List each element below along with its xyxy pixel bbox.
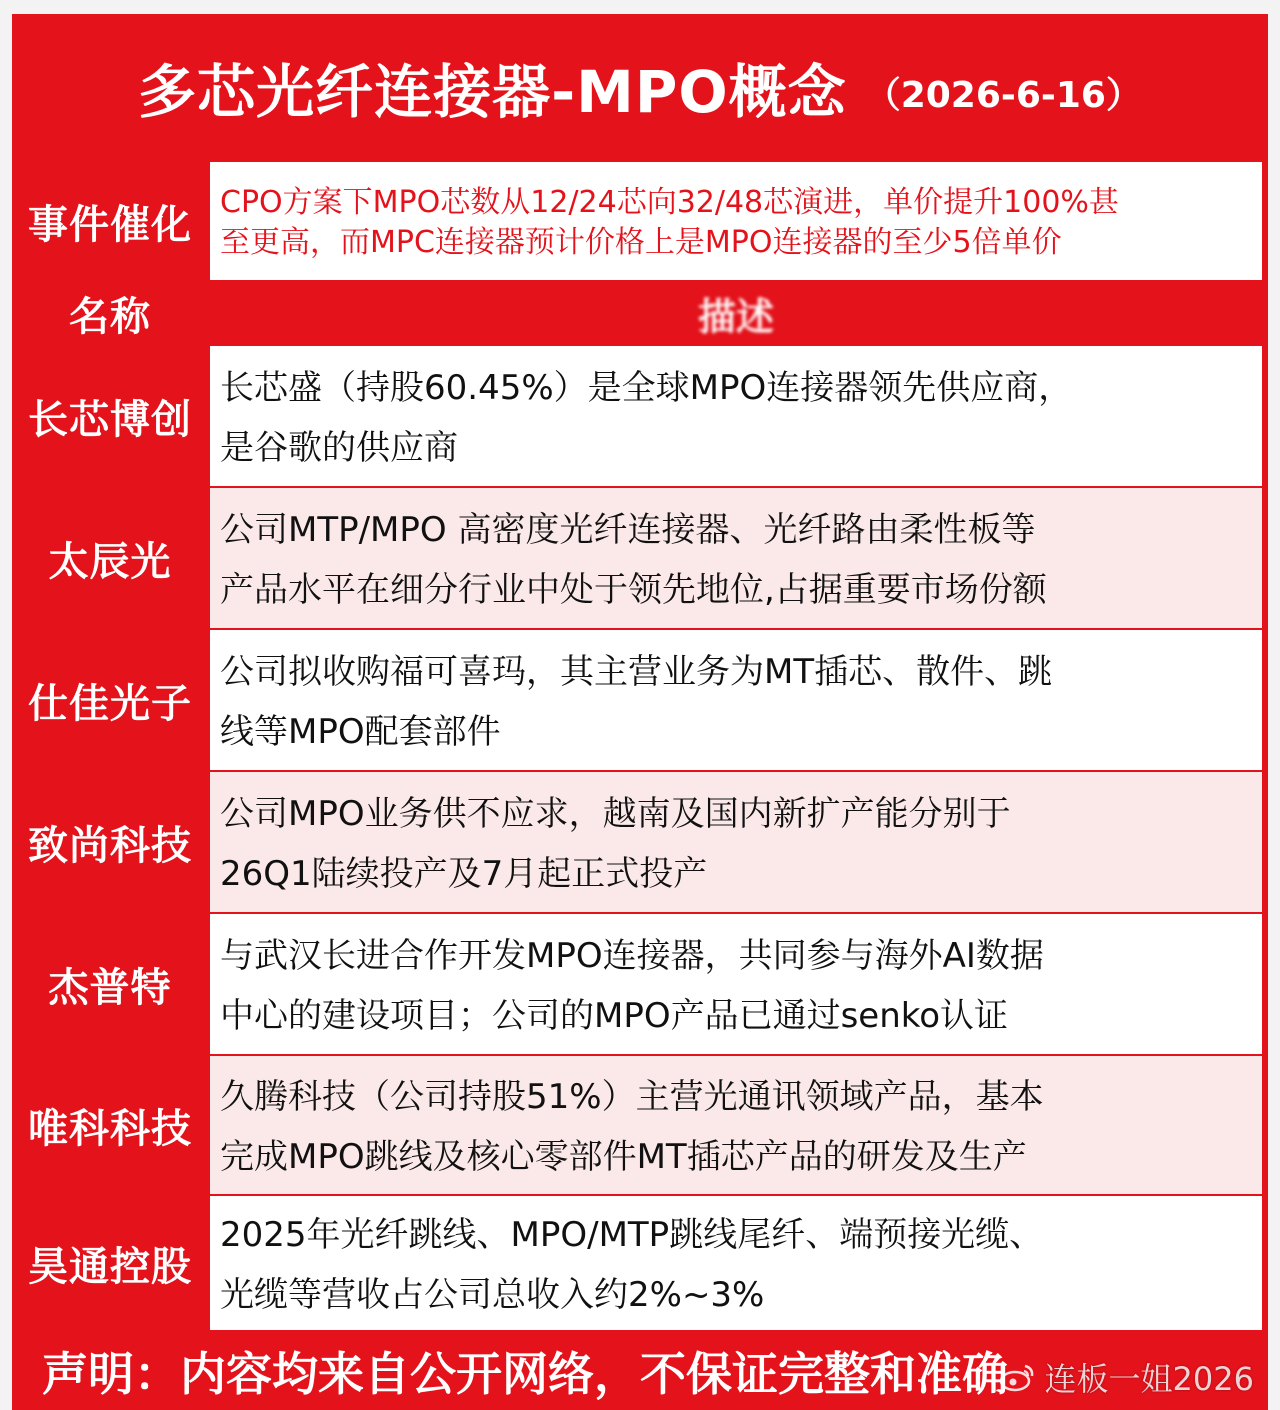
- company-description: [210, 488, 1262, 628]
- description-line: 是谷歌的供应商: [220, 428, 458, 468]
- description-line: 长芯盛（持股60.45%）是全球MPO连接器领先供应商，: [220, 368, 1073, 408]
- company-name: 致尚科技: [28, 822, 192, 869]
- table-row: [12, 630, 1268, 770]
- table-row: [12, 914, 1268, 1054]
- company-name: 长芯博创: [28, 396, 192, 443]
- company-description: [210, 630, 1262, 770]
- company-description: [210, 1056, 1262, 1194]
- description-line: 完成MPO跳线及核心零部件MT插芯产品的研发及生产: [220, 1137, 1027, 1177]
- description-line: 产品水平在细分行业中处于领先地位,占据重要市场份额: [220, 570, 1047, 610]
- company-description: [210, 914, 1262, 1054]
- catalyst-row: [12, 162, 1268, 280]
- company-name: 太辰光: [48, 538, 172, 585]
- catalyst-label: 事件催化: [28, 201, 192, 248]
- description-line: 中心的建设项目；公司的MPO产品已通过senko认证: [220, 996, 1009, 1036]
- description-line: 26Q1陆续投产及7月起正式投产: [220, 854, 708, 894]
- watermark: [999, 1354, 1254, 1400]
- company-description: [210, 772, 1262, 912]
- table-row: [12, 1056, 1268, 1194]
- table-row: [12, 1196, 1268, 1330]
- company-name: 仕佳光子: [28, 680, 192, 727]
- table-row: [12, 488, 1268, 628]
- header-name: 名称: [69, 293, 151, 340]
- description-line: 与武汉长进合作开发MPO连接器，共同参与海外AI数据: [220, 936, 1044, 976]
- page-title: 多芯光纤连接器-MPO概念: [138, 58, 847, 126]
- company-name: 昊通控股: [28, 1243, 192, 1290]
- catalyst-line-2: 至更高，而MPC连接器预计价格上是MPO连接器的至少5倍单价: [220, 225, 1062, 260]
- description-line: 光缆等营收占公司总收入约2%~3%: [220, 1275, 765, 1315]
- weibo-icon: [999, 1362, 1037, 1392]
- watermark-text: 连板一姐2026: [1044, 1360, 1254, 1398]
- description-line: 2025年光纤跳线、MPO/MTP跳线尾纤、端预接光缆、: [220, 1215, 1044, 1255]
- disclaimer-footer: 声明：内容均来自公开网络，不保证完整和准确: [42, 1347, 1008, 1401]
- company-description: [210, 346, 1262, 486]
- header-description: 描述: [697, 294, 774, 339]
- description-line: 公司MTP/MPO 高密度光纤连接器、光纤路由柔性板等: [220, 510, 1036, 550]
- table-row: [12, 346, 1268, 486]
- company-name: 杰普特: [48, 964, 172, 1011]
- description-line: 公司MPO业务供不应求，越南及国内新扩产能分别于: [220, 794, 1011, 834]
- catalyst-description: [210, 162, 1262, 280]
- company-description: [210, 1196, 1262, 1330]
- company-name: 唯科科技: [28, 1105, 192, 1152]
- description-line: 公司拟收购福可喜玛，其主营业务为MT插芯、散件、跳: [220, 652, 1053, 692]
- table-header-row: [12, 282, 1268, 344]
- table-row: [12, 772, 1268, 912]
- table-sheet: [12, 14, 1268, 1410]
- page-date: （2026-6-16）: [864, 74, 1142, 116]
- catalyst-line-1: CPO方案下MPO芯数从12/24芯向32/48芯演进，单价提升100%甚: [220, 185, 1119, 220]
- description-line: 线等MPO配套部件: [220, 712, 501, 752]
- title-bar: [12, 14, 1268, 160]
- description-line: 久腾科技（公司持股51%）主营光通讯领域产品，基本: [220, 1077, 1044, 1117]
